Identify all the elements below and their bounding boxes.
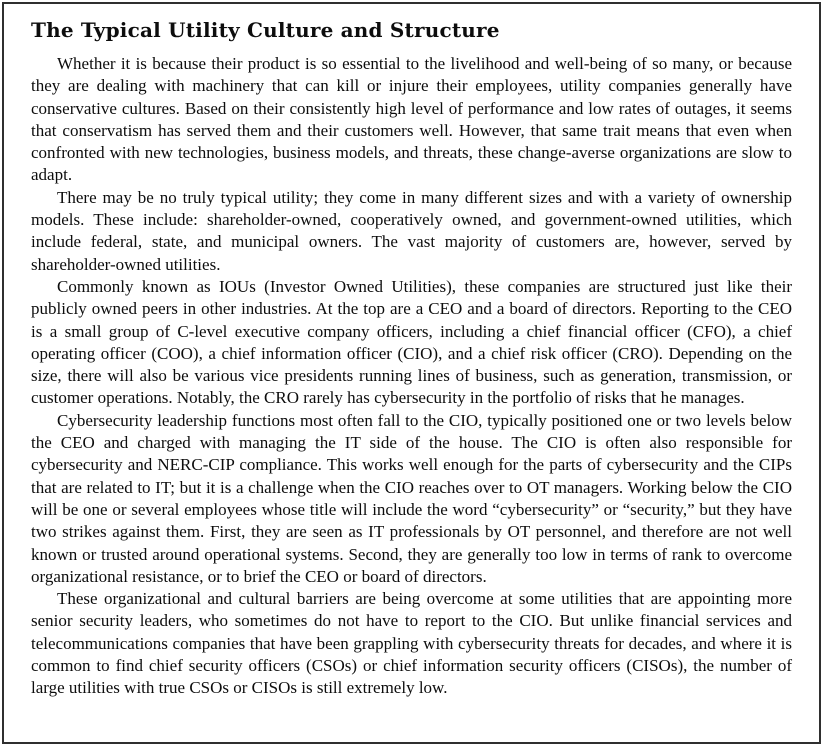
- page-title: The Typical Utility Culture and Structure: [31, 18, 500, 42]
- document-page: [2, 2, 821, 744]
- paragraph-utility-culture: Whether it is because their product is so essential to the livelihood and well-being of so many, or because they are dealing with machinery that can kill or injure their employees, utility companies generally have conservative cultures. Based on their consistently high level of performance and low rates of outages, it seems that conservatism has served them and their customers well. However, that same trait means that even when confronted with new technologies, business models, and threats, these change-averse organizations are slow to adapt.: [31, 54, 792, 185]
- paragraph-cybersecurity-leadership: Cybersecurity leadership functions most often fall to the CIO, typically positioned one or two levels below the CEO and charged with managing the IT side of the house. The CIO is often also responsible for cybersecurity and NERC-CIP compliance. This works well enough for the parts of cybersecurity and the CIPs that are related to IT; but it is a challenge when the CIO reaches over to OT managers. Working below the CIO will be one or several employees whose title will include the word “cybersecurity” or “security,” but they have two strikes against them. First, they are seen as IT professionals by OT personnel, and therefore are not well known or trusted around operational systems. Second, they are generally too low in terms of rank to overcome organizational resistance, or to brief the CEO or board of directors.: [31, 410, 792, 586]
- paragraph-ownership-models: There may be no truly typical utility; they come in many different sizes and with a variety of ownership models. These include: shareholder-owned, cooperatively owned, and government-owned utilities, which include federal, state, and municipal owners. The vast majority of customers are, however, served by shareholder-owned utilities.: [31, 187, 792, 274]
- paragraph-organizational-barriers: These organizational and cultural barriers are being overcome at some utilities that are appointing more senior security leaders, who sometimes do not have to report to the CIO. But unlike financial services and telecommunications companies that have been grappling with cybersecurity threats for decades, and where it is common to find chief security officers (CSOs) or chief information security officers (CISOs), the number of large utilities with true CSOs or CISOs is still extremely low.: [31, 589, 792, 698]
- paragraph-iou-structure: Commonly known as IOUs (Investor Owned Utilities), these companies are structured just like their publicly owned peers in other industries. At the top are a CEO and a board of directors. Reporting to the CEO is a small group of C-level executive company officers, including a chief financial officer (CFO), a chief operating officer (COO), a chief information officer (CIO), and a chief risk officer (CRO). Depending on the size, there will also be various vice presidents running lines of business, such as generation, transmission, or customer operations. Notably, the CRO rarely has cybersecurity in the portfolio of risks that he manages.: [31, 276, 792, 408]
- body-text: [31, 53, 792, 700]
